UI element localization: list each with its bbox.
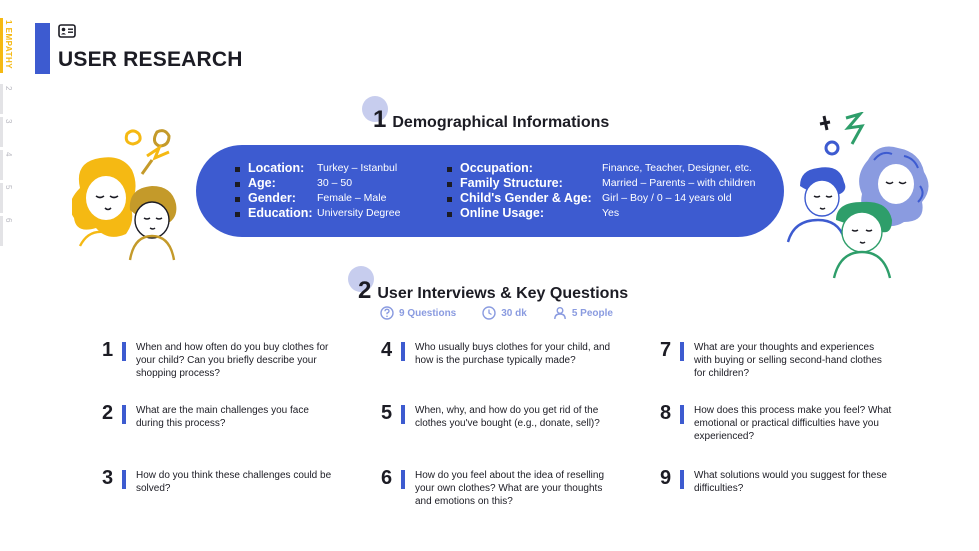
page-title: USER RESEARCH [58, 48, 243, 71]
side-step-6[interactable] [0, 216, 16, 246]
title-accent-bar [35, 23, 50, 74]
id-card-icon [58, 24, 76, 38]
side-step-bar [0, 117, 3, 147]
demo-value: 30 – 50 [317, 177, 353, 189]
demo-label: Occupation: [460, 161, 533, 175]
question-bar [122, 342, 126, 361]
question-text: How does this process make you feel? What emotional or practical difficulties have you experienced? [694, 405, 892, 442]
demo-value: Finance, Teacher, Designer, etc. [602, 162, 752, 174]
question-number: 7 [660, 339, 672, 361]
question-bar [401, 470, 405, 489]
question-bar [122, 405, 126, 424]
side-step-bar [0, 216, 3, 246]
demo-label: Gender: [248, 191, 296, 205]
question-text: What are your thoughts and experiences with buying or selling second-hand clothes for children? [694, 342, 882, 379]
section-number: 2 [358, 277, 372, 304]
stat-text: 5 People [571, 307, 613, 319]
side-step-5[interactable] [0, 183, 16, 213]
side-step-label: 1 EMPATHY [4, 20, 13, 70]
demographics-panel [196, 145, 784, 237]
question-number: 2 [102, 402, 114, 424]
question-bar [122, 470, 126, 489]
question-bar [680, 470, 684, 489]
demo-label: Location: [248, 161, 305, 175]
question-bar [401, 342, 405, 361]
demo-value: Female – Male [317, 192, 387, 204]
stat-duration [482, 306, 527, 320]
question-text: How do you think these challenges could be solved? [136, 470, 332, 494]
demo-value: Yes [602, 207, 620, 219]
demo-value: Married – Parents – with children [602, 177, 756, 189]
question-item [660, 341, 905, 381]
question-text: How do you feel about the idea of reselling your own clothes? What are your thoughts and emotions on this? [415, 470, 605, 507]
demo-label: Education: [248, 206, 313, 220]
side-step-2[interactable] [0, 84, 16, 114]
person-icon [553, 306, 567, 320]
demo-label: Age: [248, 176, 276, 190]
question-text: When, why, and how do you get rid of the clothes you've bought (e.g., donate, sell)? [415, 405, 600, 429]
side-step-bar [0, 150, 3, 180]
side-step-3[interactable] [0, 117, 16, 147]
question-number: 4 [381, 339, 393, 361]
clock-icon [482, 306, 496, 320]
side-step-label: 3 [4, 119, 13, 124]
interviews-heading [358, 277, 628, 305]
children-illustration-left [72, 126, 187, 261]
question-text: When and how often do you buy clothes for your child? Can you briefly describe your shopping process? [136, 342, 329, 379]
side-step-bar [0, 183, 3, 213]
section-title: Demographical Informations [392, 114, 610, 131]
children-illustration-right [784, 112, 939, 280]
stat-text: 9 Questions [399, 307, 457, 319]
side-step-label: 4 [4, 152, 13, 157]
question-number: 9 [660, 467, 672, 489]
interview-stats [380, 306, 639, 320]
stat-questions [380, 306, 456, 320]
question-number: 1 [102, 339, 114, 361]
side-step-bar [0, 84, 3, 114]
side-step-label: 2 [4, 86, 13, 91]
demographics-heading [373, 106, 609, 134]
side-step-empathy[interactable] [0, 18, 16, 70]
question-item [102, 341, 347, 381]
section-number: 1 [373, 106, 387, 133]
question-text: What are the main challenges you face during this process? [136, 405, 309, 429]
question-item [102, 469, 347, 509]
question-item [381, 341, 626, 381]
question-item [381, 469, 626, 509]
question-text: What solutions would you suggest for these difficulties? [694, 470, 887, 494]
side-step-bar [0, 18, 3, 73]
question-bar [401, 405, 405, 424]
question-number: 8 [660, 402, 672, 424]
question-number: 5 [381, 402, 393, 424]
demo-label: Child's Gender & Age: [460, 191, 592, 205]
side-step-label: 5 [4, 185, 13, 190]
question-bar [680, 405, 684, 424]
question-icon [380, 306, 394, 320]
demo-value: Girl – Boy / 0 – 14 years old [602, 192, 732, 204]
demo-value: University Degree [317, 207, 401, 219]
question-item [660, 469, 905, 509]
question-item [102, 404, 347, 444]
stat-text: 30 dk [501, 307, 527, 319]
side-step-4[interactable] [0, 150, 16, 180]
question-number: 3 [102, 467, 114, 489]
demo-value: Turkey – Istanbul [317, 162, 398, 174]
side-step-label: 6 [4, 218, 13, 223]
question-number: 6 [381, 467, 393, 489]
section-title: User Interviews & Key Questions [377, 285, 629, 302]
question-bar [680, 342, 684, 361]
question-item [381, 404, 626, 444]
stat-people [553, 306, 613, 320]
question-text: Who usually buys clothes for your child, and how is the purchase typically made? [415, 342, 611, 366]
demo-label: Online Usage: [460, 206, 545, 220]
question-item [660, 404, 905, 444]
demo-label: Family Structure: [460, 176, 563, 190]
